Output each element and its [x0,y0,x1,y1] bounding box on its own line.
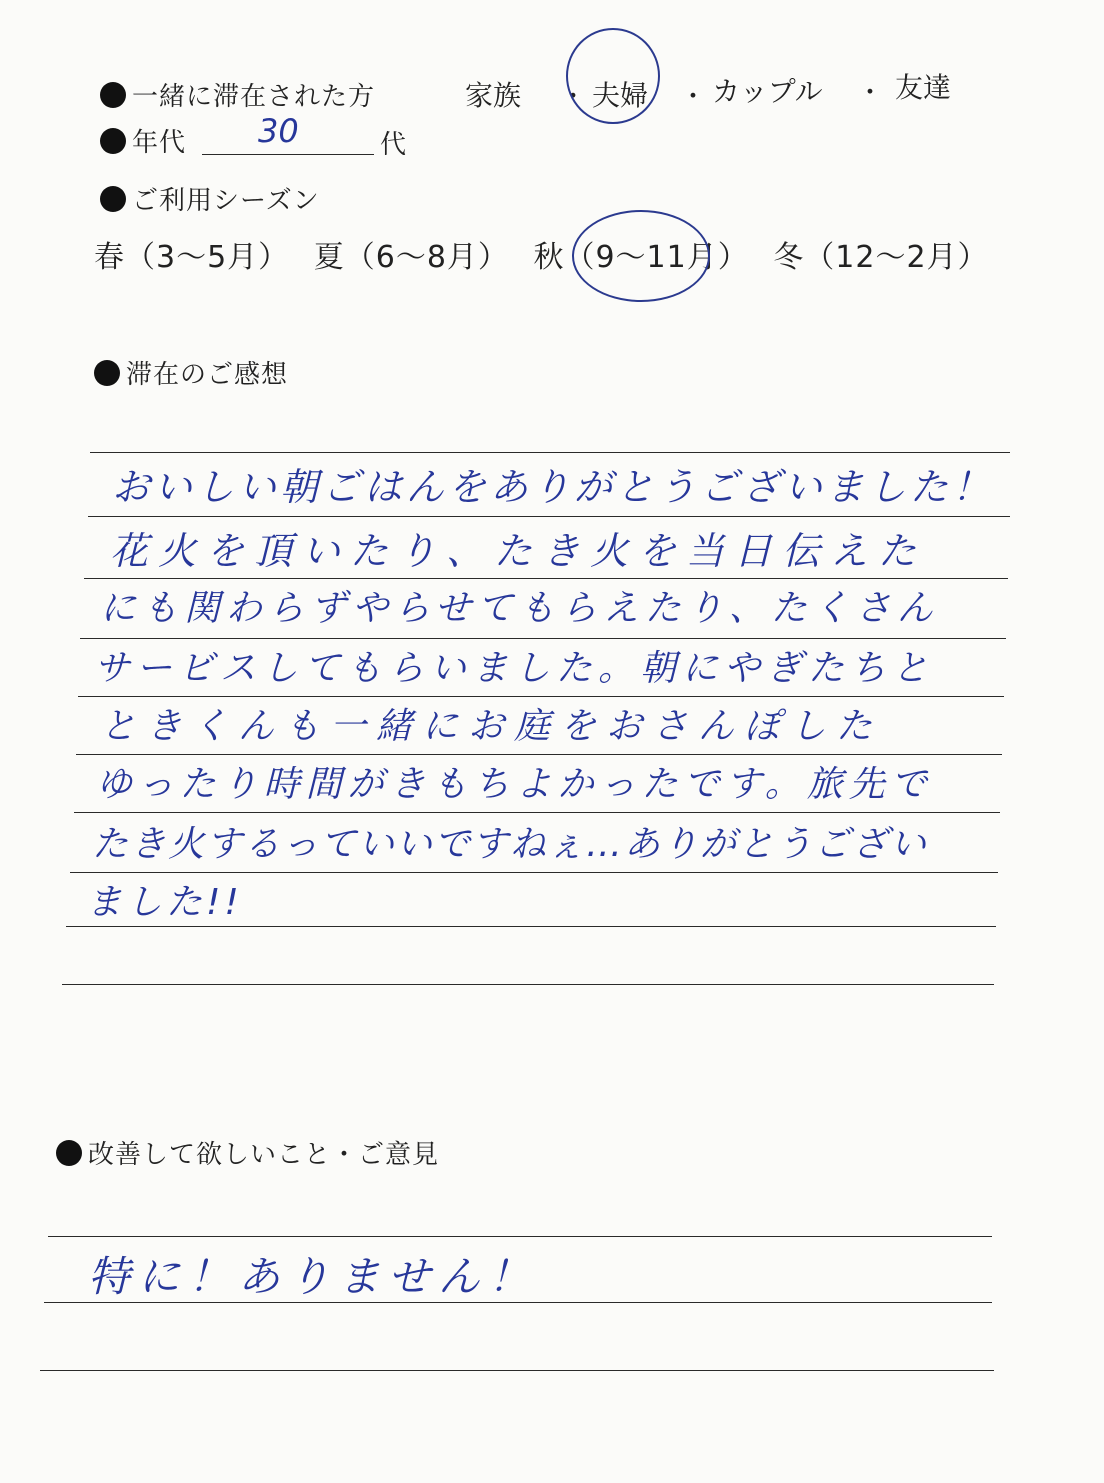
impressions-label: 滞在のご感想 [126,360,289,390]
writing-line [80,638,1006,639]
writing-line [74,812,1000,813]
selection-circle [566,28,660,124]
season-option-winter: 冬（12〜2月） [773,240,989,275]
writing-line [40,1370,994,1371]
bullet-icon [100,82,126,108]
age-row [100,122,186,159]
impression-line: にも関わらずやらせてもらえたり、たくさん [100,588,939,629]
impressions-heading [94,354,288,391]
impression-line: ときくんも一緒にお庭をおさんぽした [100,706,883,747]
impression-line: ゆったり時間がきもちよかったです。旅先で [96,764,933,805]
bullet-icon [100,186,126,212]
bullet-icon [100,128,126,154]
impression-line: サービスしてもらいました。朝にやぎたちと [94,648,935,689]
season-label: ご利用シーズン [132,186,320,216]
impression-line: 花火を頂いたり、たき火を当日伝えた [110,529,927,573]
companion-option-couple-married: 夫婦 [592,79,649,112]
improvement-line: 特に！ありません！ [88,1252,539,1301]
season-option-autumn: 秋（9〜11月） [533,240,749,275]
companion-option-couple: カップル [712,75,823,108]
bullet-icon [56,1140,82,1166]
writing-line [70,872,998,873]
companion-label: 一緒に滞在された方 [132,82,376,112]
age-label: 年代 [132,128,187,158]
season-options [94,232,1003,276]
impression-line: ました!! [86,882,243,923]
impression-line: おいしい朝ごはんをありがとうございました！ [112,465,995,509]
bullet-icon [94,360,120,386]
age-value: 30 [258,112,299,150]
companion-option-friends: 友達 [895,71,952,104]
writing-line [84,578,1008,579]
writing-line [76,754,1002,755]
age-field-line [202,154,374,155]
writing-line [48,1236,992,1237]
writing-line [90,452,1010,453]
writing-line [78,696,1004,697]
companion-row [100,76,375,113]
separator: ・ [680,82,707,112]
age-suffix: 代 [380,130,408,160]
selection-circle [572,210,710,302]
improvements-label: 改善して欲しいこと・ご意見 [88,1140,440,1170]
separator: ・ [857,78,884,108]
writing-line [66,926,996,927]
season-option-summer: 夏（6〜8月） [313,240,509,275]
companion-option-family: 家族 [465,79,522,112]
season-row [100,180,320,217]
separator: ・ [560,82,587,112]
writing-line [88,516,1010,517]
improvements-heading [56,1134,439,1171]
writing-line [62,984,994,985]
season-option-spring: 春（3〜5月） [94,240,290,275]
impression-line: たき火するっていいですねぇ…ありがとうござい [92,824,929,865]
